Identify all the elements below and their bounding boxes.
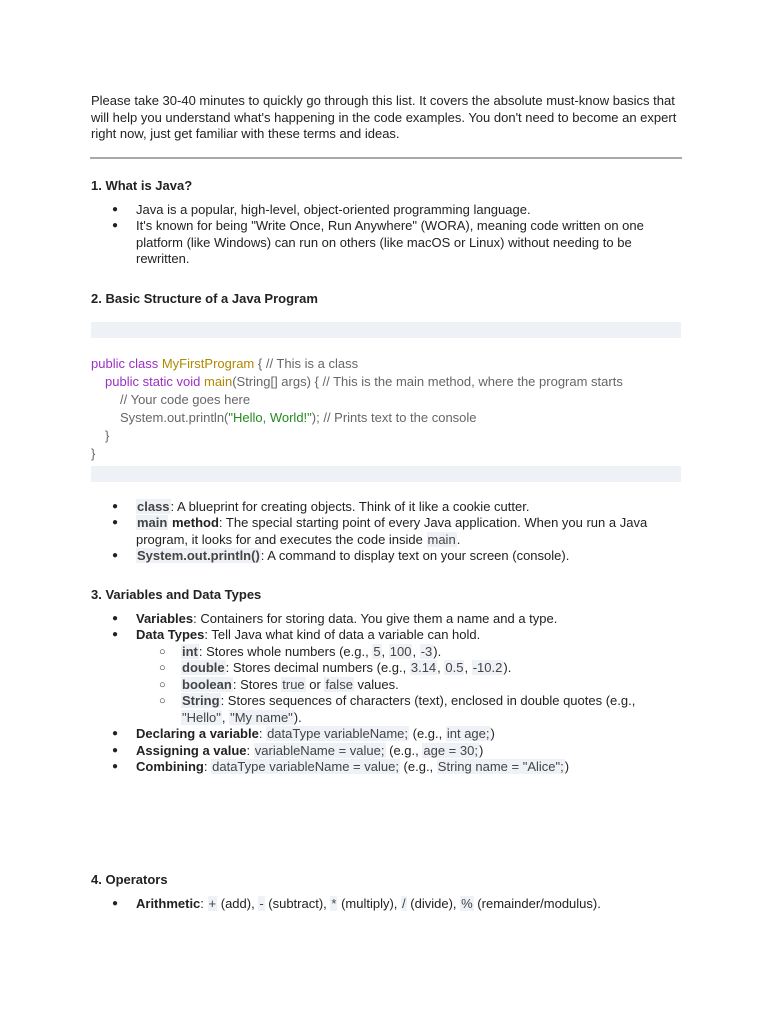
inline-code: int age;	[446, 726, 490, 741]
inline-code: main	[427, 531, 456, 547]
section-1-heading: 1. What is Java?	[91, 177, 193, 193]
term-string: String	[182, 693, 220, 708]
bullet-text: (add),	[217, 895, 259, 911]
term-arithmetic: Arithmetic	[136, 895, 201, 911]
term-variables: Variables	[136, 610, 194, 626]
section-1-list	[91, 202, 681, 268]
section-4-list	[91, 896, 681, 913]
code-block	[91, 355, 681, 463]
code-line	[91, 373, 681, 391]
term-data-types: Data Types	[136, 627, 205, 642]
inline-code: /	[402, 895, 406, 911]
list-item	[91, 515, 681, 548]
bullet-text: (subtract),	[264, 895, 331, 911]
list-item: ● Declaring a variable: dataType variableName; (e.g., int age;)	[91, 726, 681, 743]
code-block-bottom-band	[91, 466, 681, 482]
term-boolean: boolean	[182, 676, 232, 692]
section-3-list	[91, 611, 681, 776]
inline-code: false	[325, 676, 353, 692]
inline-code: 100	[389, 643, 412, 659]
term-class: class	[137, 498, 170, 514]
list-item: ● Arithmetic: + (add), - (subtract), * (multiply), / (divide), % (remainder/modulus).	[91, 896, 681, 913]
code-line	[91, 427, 681, 445]
bullet-text: : A command to display text on your screen (console).	[260, 548, 570, 563]
inline-code: 0.5	[445, 660, 464, 675]
inline-code: dataType variableName = value;	[212, 759, 399, 774]
term-declaring: Declaring a variable	[136, 726, 259, 741]
code-line	[91, 391, 681, 409]
code-text: }	[105, 427, 110, 443]
bullet-text: : A blueprint for creating objects. Think of it like a cookie cutter.	[170, 498, 530, 514]
bullet-text: or	[305, 676, 325, 692]
bullet-text: .	[456, 531, 461, 547]
code-keyword: public static void	[105, 373, 204, 389]
code-block-top-band	[91, 322, 681, 338]
code-line	[91, 445, 681, 463]
inline-code: 3.14	[410, 660, 437, 675]
bullet-text: It's known for being "Write Once, Run Anywhere" (WORA), meaning code written on one platform (like Windows) can run on others (like macOS or Linux) without needing to be rewritten.	[136, 218, 644, 266]
bullet-text: (divide),	[406, 895, 461, 911]
term-int: int	[182, 643, 198, 659]
term-main: main	[137, 515, 168, 530]
bullet-text: : Stores sequences of characters (text), enclosed in double quotes (e.g.,	[220, 693, 636, 708]
inline-code: "My name"	[230, 709, 293, 725]
list-item	[91, 218, 681, 268]
bullet-text: Java is a popular, high-level, object-oriented programming language.	[136, 201, 531, 217]
inline-code: variableName = value;	[254, 742, 385, 758]
list-item	[91, 611, 681, 628]
inline-code: dataType variableName;	[267, 726, 408, 741]
intro-paragraph: Please take 30-40 minutes to quickly go through this list. It covers the absolute must-know basics that will help you understand what's happening in the code examples. You don't need to become an expert right now, just get familiar with these terms and ideas.	[91, 93, 677, 141]
code-string: "Hello, World!"	[228, 409, 312, 425]
code-text: }	[91, 445, 96, 461]
term-double: double	[182, 660, 225, 675]
document-content	[91, 93, 681, 912]
inline-code: %	[461, 895, 473, 911]
bullet-text: (remainder/modulus).	[473, 895, 601, 911]
bullet-text: values.	[353, 676, 399, 692]
list-item	[91, 548, 681, 565]
section-2-heading: 2. Basic Structure of a Java Program	[91, 290, 318, 306]
list-item: ○ double: Stores decimal numbers (e.g., 3.14, 0.5, -10.2).	[136, 660, 681, 677]
inline-code: String name = "Alice";	[437, 759, 564, 774]
term-println: System.out.println()	[137, 548, 260, 563]
inline-code: -10.2	[472, 660, 503, 675]
inline-code: age = 30;	[423, 742, 478, 758]
list-item: ● Assigning a value: variableName = value; (e.g., age = 30;)	[91, 743, 681, 760]
list-item	[91, 499, 681, 516]
code-line	[91, 355, 681, 373]
term-assigning: Assigning a value	[136, 742, 247, 758]
bullet-text: (multiply),	[337, 895, 402, 911]
list-item	[91, 627, 681, 726]
inline-code: -3	[420, 643, 433, 659]
bullet-text: : Stores whole numbers (e.g.,	[198, 643, 373, 659]
list-item: ○ int: Stores whole numbers (e.g., 5, 100, -3).	[136, 644, 681, 661]
horizontal-rule	[90, 157, 682, 159]
term-method: method	[168, 515, 219, 530]
bullet-text: : The special starting point of every Java application. When you run a Java program, it looks for and executes the code inside	[136, 515, 648, 547]
inline-code: -	[259, 895, 264, 911]
bullet-text: : Stores decimal numbers (e.g.,	[225, 660, 410, 675]
code-text: System.out.println(	[120, 409, 229, 425]
list-item	[91, 202, 681, 219]
section-3-heading: 3. Variables and Data Types	[91, 586, 262, 602]
code-comment: // Your code goes here	[120, 391, 251, 407]
data-types-sublist	[136, 644, 681, 727]
inline-code: 5	[373, 643, 381, 659]
section-4-heading: 4. Operators	[91, 871, 168, 887]
code-class-name: MyFirstProgram	[161, 355, 255, 371]
code-text: { // This is a class	[254, 355, 359, 371]
list-item: ○ String: Stores sequences of characters (text), enclosed in double quotes (e.g., "Hello", "My name").	[136, 693, 681, 726]
code-keyword: public class	[91, 355, 162, 371]
bullet-text: : Stores	[232, 676, 282, 692]
inline-code: *	[331, 895, 337, 911]
code-text: ); // Prints text to the console	[311, 409, 477, 425]
inline-code: "Hello"	[182, 709, 221, 725]
code-line	[91, 409, 681, 427]
inline-code: +	[208, 895, 217, 911]
code-function-name: main	[204, 373, 233, 389]
bullet-text: : Containers for storing data. You give them a name and a type.	[193, 610, 558, 626]
code-text: (String[] args) { // This is the main method, where the program starts	[232, 373, 623, 389]
list-item: ● Combining: dataType variableName = value; (e.g., String name = "Alice";)	[91, 759, 681, 776]
list-item	[136, 677, 681, 694]
bullet-text: : Tell Java what kind of data a variable can hold.	[204, 627, 481, 642]
section-2-list	[91, 499, 681, 565]
term-combining: Combining	[136, 759, 204, 774]
inline-code: true	[282, 676, 305, 692]
